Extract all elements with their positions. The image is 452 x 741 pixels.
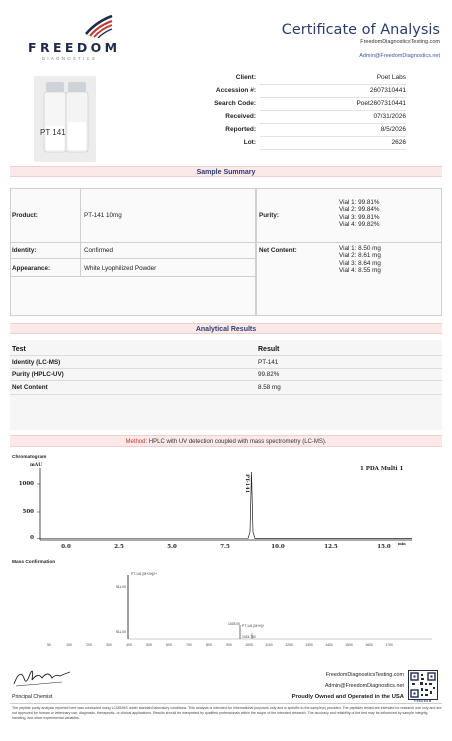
mass-spectrum-chart [12,567,440,649]
chromatogram-plot [12,462,440,554]
product-label: Product: [12,212,38,219]
appearance-value: White Lyophilized Powder [84,265,157,272]
info-value: Poet Labs [376,74,406,81]
brand-subtitle: DIAGNOSTICS [42,56,98,61]
y-tick: 0 [30,535,34,541]
mass-peak-2-label: PT-141 [M+H]+ [242,624,265,628]
net-content-label: Net Content: [259,247,297,254]
sample-summary-heading: Sample Summary [10,166,442,177]
info-label: Client: [235,74,256,81]
mass-x-tick: 300 [106,643,112,647]
info-row-received [150,111,406,124]
purity-label: Purity: [259,212,279,219]
signature-icon [12,664,72,690]
mass-confirmation-title: Mass Confirmation [12,560,56,565]
info-row-reported [150,124,406,137]
purity-vial-3: Vial 3: 99.81% [339,213,380,221]
content-vial-4: Vial 4: 8.55 mg [339,266,381,274]
vial-image-icon [34,76,96,162]
col-header-result: Result [258,346,280,353]
mass-peak-2-value: 1025.00 [228,622,240,626]
footer-email-link[interactable]: Admin@FreedomDiagnostics.net [324,683,404,689]
summary-left-panel [10,188,256,316]
info-value: 2607310441 [369,87,406,94]
signer-title: Principal Chemist [12,694,53,700]
mass-x-tick: 200 [86,643,92,647]
info-row-client [150,72,406,85]
header-website-link[interactable]: FreedomDiagnosticsTesting.com [360,39,440,45]
channel-label: 1 PDA Multi 1 [360,466,404,472]
row-divider [10,380,442,381]
row-divider [10,394,442,395]
info-label: Lot: [243,139,256,146]
method-text: HPLC with UV detection coupled with mass spectrometry (LC-MS). [148,439,327,445]
info-row-search-code [150,98,406,111]
mass-x-tick: 800 [206,643,212,647]
info-row-accession [150,85,406,98]
x-tick: 15.0 [377,544,391,550]
footer-website-link[interactable]: FreedomDiagnosticsTesting.com [325,672,404,678]
mass-x-tick: 1400 [325,643,333,647]
flag-icon [84,14,114,38]
info-label: Reported: [225,126,256,133]
peak-label: PT-141 [244,474,250,494]
row-divider [10,276,256,277]
row-divider [260,149,406,150]
mass-spectrum-plot [12,567,440,649]
x-tick: 0.0 [61,544,71,550]
test-name: Net Content [12,384,48,391]
header-email-link[interactable]: Admin@FreedomDiagnostics.net [359,53,440,59]
purity-vial-4: Vial 4: 99.82% [339,220,380,228]
mass-x-tick: 500 [146,643,152,647]
info-row-lot [150,137,406,150]
results-table [10,340,442,430]
info-label: Search Code: [214,100,256,107]
method-key: Method: [125,439,148,445]
x-tick: 5.0 [167,544,177,550]
x-tick: 2.5 [114,544,124,550]
mass-x-tick: 600 [166,643,172,647]
y-tick: 500 [22,509,34,515]
col-divider [80,188,81,276]
net-content-values [339,245,381,274]
x-axis-unit: min [398,542,406,546]
disclaimer-text: The peptide purity analysis reported here was conducted using LCMS/MS under standard laboratory conditions. This analysis is intended for informational purposes only and is specific to the sample(s) provided. The peptides tested are intended for research use only and are not approved for human or veterinary use, diagnostic, therapeutic, or clinical applications. Results should be interpreted by qualified professionals within the scope of the intended research. The accuracy and reliability of the test may be influenced by sample integrity, handling, and other experimental variables. [12,706,442,720]
test-result: 99.82% [258,371,280,378]
x-tick: 7.5 [220,544,230,550]
info-value: 8/5/2026 [380,126,406,133]
x-tick: 12.5 [324,544,338,550]
row-divider [10,242,256,243]
test-result: 8.58 mg [258,384,281,391]
certificate-title: Certificate of Analysis [281,22,440,38]
mass-x-tick: 1300 [305,643,313,647]
identity-value: Confirmed [84,247,114,254]
vial-label: PT 141 [40,128,66,137]
purity-vial-1: Vial 1: 99.81% [339,199,380,206]
content-vial-2: Vial 2: 8.61 mg [339,252,381,260]
test-result: PT-141 [258,359,279,366]
info-value: Poet2607310441 [356,100,406,107]
mass-x-tick: 1000 [245,643,253,647]
mass-y-bottom: 511.00 [116,630,126,634]
info-label: Received: [225,113,256,120]
row-divider [10,258,256,259]
row-divider [10,368,442,369]
analytical-results-heading: Analytical Results [10,323,442,334]
content-vial-3: Vial 3: 8.64 mg [339,259,381,267]
qr-code[interactable] [408,670,438,700]
mass-x-tick: 100 [66,643,72,647]
brand-name: FREEDOM [28,40,121,55]
y-axis-unit: mAU [30,463,43,468]
col-header-test: Test [12,346,26,353]
info-value: 2626 [391,139,406,146]
x-tick: 10.0 [271,544,285,550]
row-divider [10,355,442,356]
test-name: Identity (LC-MS) [12,359,61,366]
chromatogram-chart [12,462,440,554]
mass-x-tick: 400 [126,643,132,647]
qr-code-icon [409,671,437,699]
info-label: Accession #: [215,87,256,94]
y-tick: 1000 [18,481,34,487]
mass-peak-1-label: PT-141 [M+2H]2+ [131,572,158,576]
mass-x-tick: 1100 [265,643,273,647]
purity-vial-2: Vial 2: 99.84% [339,206,380,214]
identity-label: Identity: [12,247,37,254]
content-vial-1: Vial 1: 8.50 mg [339,245,381,252]
chromatogram-title: Chromatogram [12,455,47,460]
mass-x-tick: 900 [226,643,232,647]
mass-x-tick: 1700 [385,643,393,647]
purity-values [339,199,380,228]
mass-y-top: 511.00 [116,585,126,589]
qr-label: FREEDOM [414,700,432,703]
mass-x-tick: 1600 [365,643,373,647]
freedom-logo [28,14,128,64]
mass-x-tick: 700 [186,643,192,647]
footer-tagline: Proudly Owned and Operated in the USA [291,694,404,700]
mass-x-tick: 1500 [345,643,353,647]
mass-x-tick: 50 [47,643,51,647]
method-banner [10,435,442,447]
row-divider [256,242,442,243]
mass-peak-2-under: 1024.700 [242,635,256,639]
mass-x-tick: 1200 [285,643,293,647]
footer-divider [10,703,442,704]
test-name: Purity (HPLC-UV) [12,371,64,378]
product-value: PT-141 10mg [84,212,122,219]
signature [12,664,72,695]
appearance-label: Appearance: [12,265,51,272]
sample-vial-photo [34,76,96,162]
info-value: 07/31/2026 [373,113,406,120]
